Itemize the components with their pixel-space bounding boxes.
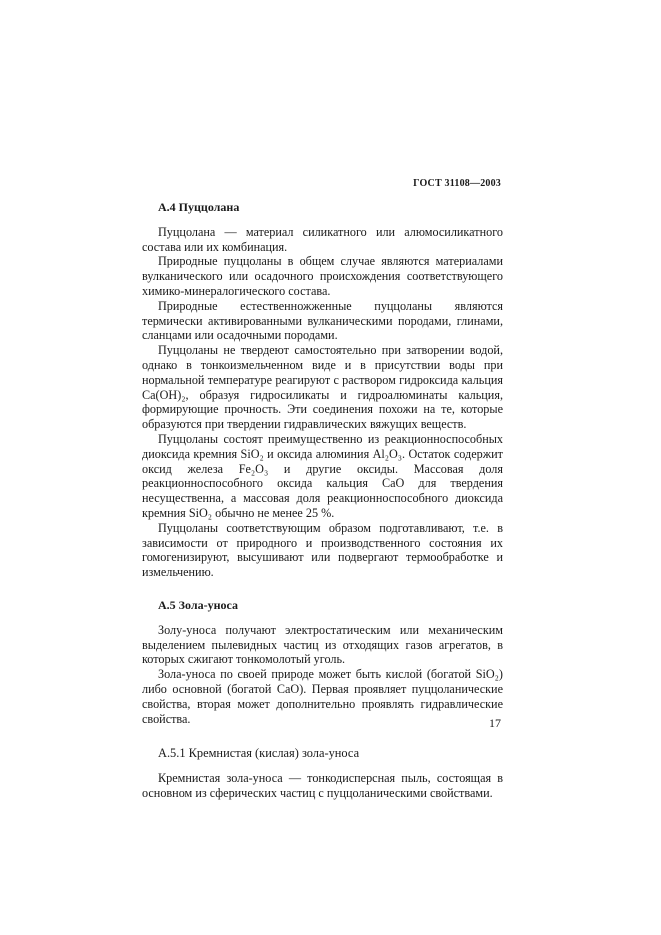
paragraph: Природные естественножженные пуццоланы являются термически активированными вулканическими породами, глинами, сланцами или осадочными породами. (142, 298, 503, 343)
page-number: 17 (489, 716, 501, 730)
paragraph: Кремнистая зола-уноса — тонкодисперсная пыль, состоящая в основном из сферических частиц с пуццоланическими свойствами. (142, 771, 503, 800)
page-content (142, 200, 503, 801)
paragraph: Пуццоланы состоят преимущественно из реакционноспособных диоксида кремния SiO₂ и оксида алюминия Al₂O₃. Остаток содержит оксид железа Fe₂O₃ и другие оксиды. Массовая доля реакционноспособного оксида кальция CaO для твердения несущественна, а массовая доля реакционноспособного диоксида кремния SiO₂ обычно не менее 25 %. (142, 431, 503, 520)
subsection-heading-a51: А.5.1 Кремнистая (кислая) зола-уноса (158, 746, 360, 761)
paragraph: Природные пуццоланы в общем случае являются материалами вулканического или осадочного происхождения соответствующего химико-минералогического состава. (142, 254, 503, 298)
section-heading-a4: А.4 Пуццолана (158, 200, 240, 214)
paragraph: Золу-уноса получают электростатическим или механическим выделением пылевидных частиц из отходящих газов агрегатов, в которых сжигают тонкомолотый уголь. (142, 622, 503, 667)
document-code: ГОСТ 31108—2003 (413, 178, 501, 189)
paragraph: Пуццоланы соответствующим образом подготавливают, т.е. в зависимости от природного и производственного состояния их гомогенизируют, высушивают или подвергают термообработке и измельчению. (142, 520, 503, 580)
paragraph: Пуццолана — материал силикатного или алюмосиликатного состава или их комбинация. (142, 224, 503, 254)
paragraph: Пуццоланы не твердеют самостоятельно при затворении водой, однако в тонкоизмельченном виде и в присутствии воды при нормальной температуре реагируют с раствором гидроксида кальция Ca(OH)₂, образуя гидросиликаты и гидроалюминаты кальция, формирующие прочность. Эти соединения похожи на те, которые образуются при твердении гидравлических вяжущих веществ. (142, 343, 503, 432)
paragraph: Зола-уноса по своей природе может быть кислой (богатой SiO₂) либо основной (богатой CaO). Первая проявляет пуццоланические свойства, вторая может дополнительно проявлять гидравлические свойства. (142, 667, 503, 726)
section-heading-a5: А.5 Зола-уноса (158, 597, 238, 612)
